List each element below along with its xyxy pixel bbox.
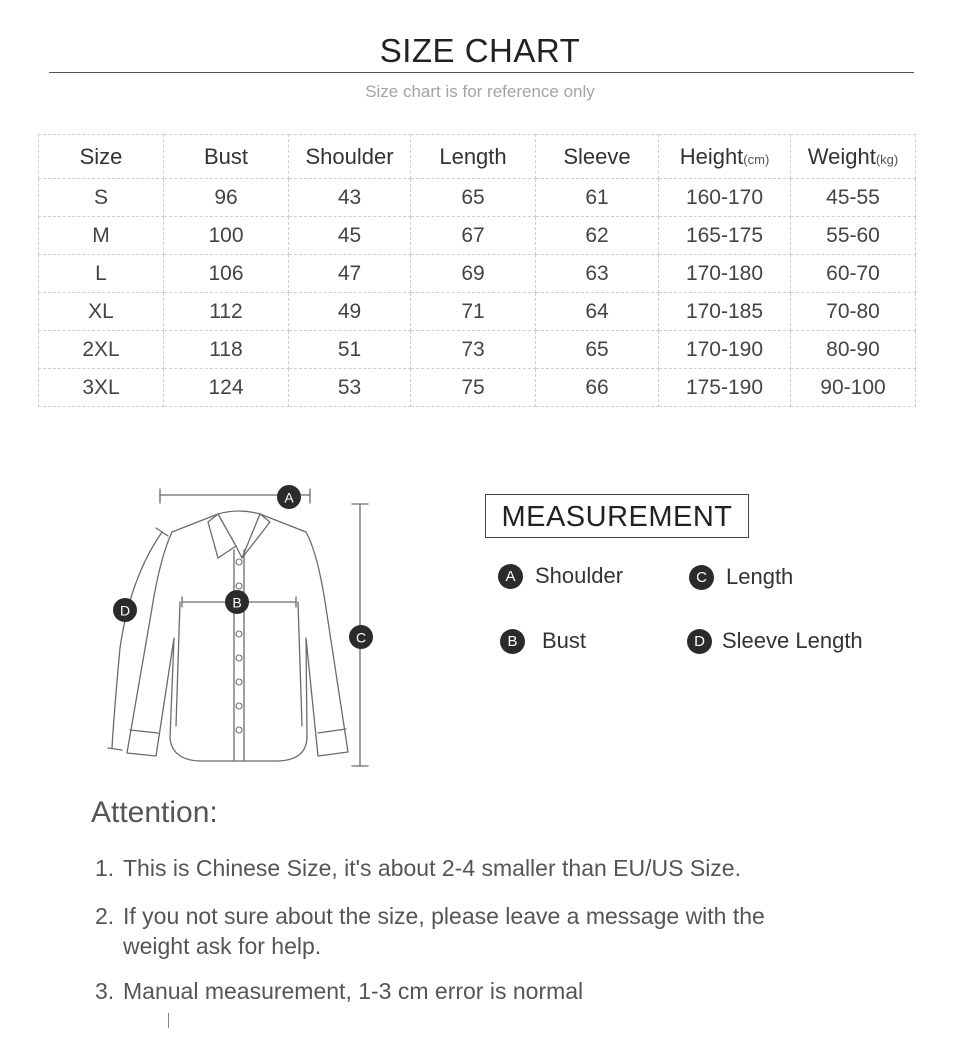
table-cell: 63 bbox=[536, 255, 659, 293]
table-cell: 170-180 bbox=[659, 255, 791, 293]
table-cell: 62 bbox=[536, 217, 659, 255]
table-cell: L bbox=[39, 255, 164, 293]
text-cursor-mark bbox=[168, 1013, 169, 1028]
legend-label: Sleeve Length bbox=[722, 628, 863, 653]
table-cell: 49 bbox=[289, 293, 411, 331]
note-item bbox=[95, 853, 741, 883]
table-cell: 112 bbox=[164, 293, 289, 331]
header-bust: Bust bbox=[164, 135, 289, 179]
table-row bbox=[39, 217, 916, 255]
legend-sleeve-length bbox=[687, 628, 863, 654]
table-cell: 170-190 bbox=[659, 331, 791, 369]
title-divider bbox=[49, 72, 914, 73]
table-cell: 96 bbox=[164, 179, 289, 217]
measurement-title: MEASUREMENT bbox=[485, 494, 749, 538]
header-length: Length bbox=[411, 135, 536, 179]
weight-unit: (kg) bbox=[875, 151, 899, 167]
page-title: SIZE CHART bbox=[379, 32, 581, 69]
table-cell: 100 bbox=[164, 217, 289, 255]
table-cell: 61 bbox=[536, 179, 659, 217]
table-cell: 80-90 bbox=[791, 331, 916, 369]
badge-d: D bbox=[687, 629, 712, 654]
table-cell: 71 bbox=[411, 293, 536, 331]
table-cell: 43 bbox=[289, 179, 411, 217]
page-subtitle: Size chart is for reference only bbox=[365, 82, 595, 101]
table-cell: 69 bbox=[411, 255, 536, 293]
shirt-diagram bbox=[100, 478, 390, 773]
table-cell: 67 bbox=[411, 217, 536, 255]
table-row bbox=[39, 331, 916, 369]
table-cell: 64 bbox=[536, 293, 659, 331]
note-text: If you not sure about the size, please leave a message with the bbox=[123, 903, 765, 929]
note-number: 2. bbox=[95, 903, 115, 929]
table-cell: 60-70 bbox=[791, 255, 916, 293]
badge-b: B bbox=[500, 629, 525, 654]
table-row bbox=[39, 293, 916, 331]
table-cell: 51 bbox=[289, 331, 411, 369]
badge-c: C bbox=[689, 565, 714, 590]
table-cell: 3XL bbox=[39, 369, 164, 407]
header-sleeve: Sleeve bbox=[536, 135, 659, 179]
marker-b bbox=[225, 590, 249, 614]
svg-text:A: A bbox=[284, 489, 294, 506]
table-cell: 70-80 bbox=[791, 293, 916, 331]
table-cell: XL bbox=[39, 293, 164, 331]
note-text-continued: weight ask for help. bbox=[123, 933, 322, 959]
svg-text:B: B bbox=[232, 594, 242, 611]
table-cell: 73 bbox=[411, 331, 536, 369]
note-text: Manual measurement, 1-3 cm error is normal bbox=[123, 978, 584, 1004]
legend-label: Length bbox=[726, 564, 794, 589]
svg-text:D: D bbox=[119, 602, 131, 619]
table-row bbox=[39, 179, 916, 217]
svg-text:C: C bbox=[355, 629, 367, 646]
legend-label: Bust bbox=[542, 628, 587, 653]
marker-a bbox=[277, 485, 301, 509]
note-number: 1. bbox=[95, 855, 115, 881]
header-shoulder: Shoulder bbox=[289, 135, 411, 179]
table-cell: 106 bbox=[164, 255, 289, 293]
height-unit: (cm) bbox=[743, 151, 770, 167]
table-cell: 45-55 bbox=[791, 179, 916, 217]
table-cell: 90-100 bbox=[791, 369, 916, 407]
marker-d bbox=[113, 598, 137, 622]
table-cell: 55-60 bbox=[791, 217, 916, 255]
table-cell: 66 bbox=[536, 369, 659, 407]
table-cell: 47 bbox=[289, 255, 411, 293]
table-cell: 2XL bbox=[39, 331, 164, 369]
note-text: This is Chinese Size, it's about 2-4 smaller than EU/US Size. bbox=[123, 855, 741, 881]
table-cell: 118 bbox=[164, 331, 289, 369]
note-item bbox=[95, 976, 583, 1006]
table-row bbox=[39, 255, 916, 293]
table-cell: 45 bbox=[289, 217, 411, 255]
table-cell: 170-185 bbox=[659, 293, 791, 331]
header-weight: Weight(kg) bbox=[791, 135, 916, 179]
note-number: 3. bbox=[95, 978, 115, 1004]
table-cell: 165-175 bbox=[659, 217, 791, 255]
table-cell: 65 bbox=[411, 179, 536, 217]
table-cell: S bbox=[39, 179, 164, 217]
table-cell: 160-170 bbox=[659, 179, 791, 217]
legend-shoulder bbox=[498, 563, 623, 589]
size-table bbox=[38, 134, 916, 407]
table-header-row bbox=[39, 135, 916, 179]
header-height: Height(cm) bbox=[659, 135, 791, 179]
table-row bbox=[39, 369, 916, 407]
table-cell: 53 bbox=[289, 369, 411, 407]
table-cell: M bbox=[39, 217, 164, 255]
legend-bust bbox=[500, 628, 586, 654]
header-size: Size bbox=[39, 135, 164, 179]
table-cell: 175-190 bbox=[659, 369, 791, 407]
table-cell: 65 bbox=[536, 331, 659, 369]
marker-c bbox=[349, 625, 373, 649]
badge-a: A bbox=[498, 564, 523, 589]
legend-length bbox=[689, 564, 793, 590]
table-cell: 75 bbox=[411, 369, 536, 407]
attention-heading: Attention: bbox=[91, 796, 218, 829]
note-item bbox=[95, 901, 765, 961]
legend-label: Shoulder bbox=[535, 563, 624, 588]
table-cell: 124 bbox=[164, 369, 289, 407]
